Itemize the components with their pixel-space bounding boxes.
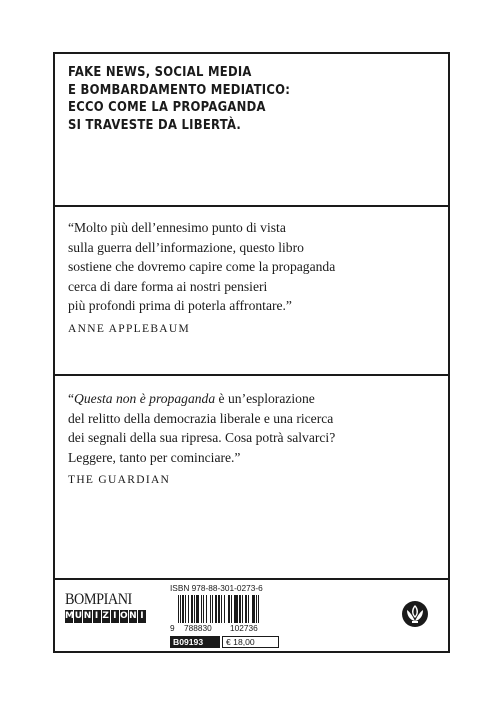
series-letter: I <box>111 610 119 623</box>
barcode-block <box>170 583 279 649</box>
product-code: B09193 <box>170 636 220 648</box>
publisher-name: BOMPIANI <box>65 591 132 608</box>
series-letter: M <box>65 611 74 621</box>
series-letter: N <box>83 611 92 621</box>
price-label: € 18,00 <box>222 636 279 648</box>
quote-line-rest: è un’esplorazione <box>215 391 315 406</box>
headline-line: ECCO COME LA PROPAGANDA <box>68 99 266 115</box>
quote-line: sulla guerra dell’informazione, questo libro <box>68 239 304 255</box>
series-letter: N <box>129 611 137 621</box>
quote-line: del relitto della democrazia liberale e una ricerca <box>68 410 334 426</box>
quote-line: “Molto più dell’ennesimo punto di vista <box>68 220 286 235</box>
quote-section-applebaum <box>55 207 448 376</box>
series-letter: I <box>93 610 101 623</box>
barcode-digit-group: 102736 <box>230 623 258 633</box>
series-letter: U <box>74 611 83 621</box>
quote-attribution: THE GUARDIAN <box>68 474 171 486</box>
series-letter: I <box>138 610 146 623</box>
footer-section <box>55 580 448 653</box>
book-title-italic: Questa non è propaganda <box>74 391 216 406</box>
headline <box>68 64 290 134</box>
barcode-digit-group: 788830 <box>184 623 212 633</box>
headline-section <box>55 54 448 207</box>
quote-attribution: ANNE APPLEBAUM <box>68 322 191 335</box>
series-name <box>65 610 147 623</box>
barcode-bars <box>178 595 276 623</box>
publisher-logo <box>65 592 147 623</box>
review-quote <box>68 218 335 339</box>
quote-line <box>68 389 335 409</box>
quote-line: sostiene che dovremo capire come la propaganda <box>68 259 336 274</box>
quote-line: dei segnali della sua ripresa. Cosa potrà salvarci? <box>68 430 336 445</box>
series-letter: Z <box>102 611 109 621</box>
quote-open-mark: “ <box>68 391 75 406</box>
headline-line: FAKE NEWS, SOCIAL MEDIA <box>68 64 252 80</box>
headline-line: E BOMBARDAMENTO MEDIATICO: <box>68 81 291 98</box>
headline-line: SI TRAVESTE DA LIBERTÀ. <box>68 116 242 133</box>
series-letter: O <box>119 611 128 621</box>
quote-line: più profondi prima di poterla affrontare.” <box>68 298 292 313</box>
quote-line: Leggere, tanto per cominciare.” <box>68 449 241 465</box>
quote-section-guardian <box>55 376 448 580</box>
lotus-emblem-icon <box>401 600 429 628</box>
back-cover-frame <box>53 52 450 653</box>
barcode-bar <box>258 595 259 623</box>
isbn-label: ISBN 978-88-301-0273-6 <box>170 583 263 593</box>
quote-line: cerca di dare forma ai nostri pensieri <box>68 278 268 294</box>
review-quote <box>68 389 335 491</box>
barcode-digit-group: 9 <box>170 623 175 633</box>
code-price-row <box>170 636 279 648</box>
